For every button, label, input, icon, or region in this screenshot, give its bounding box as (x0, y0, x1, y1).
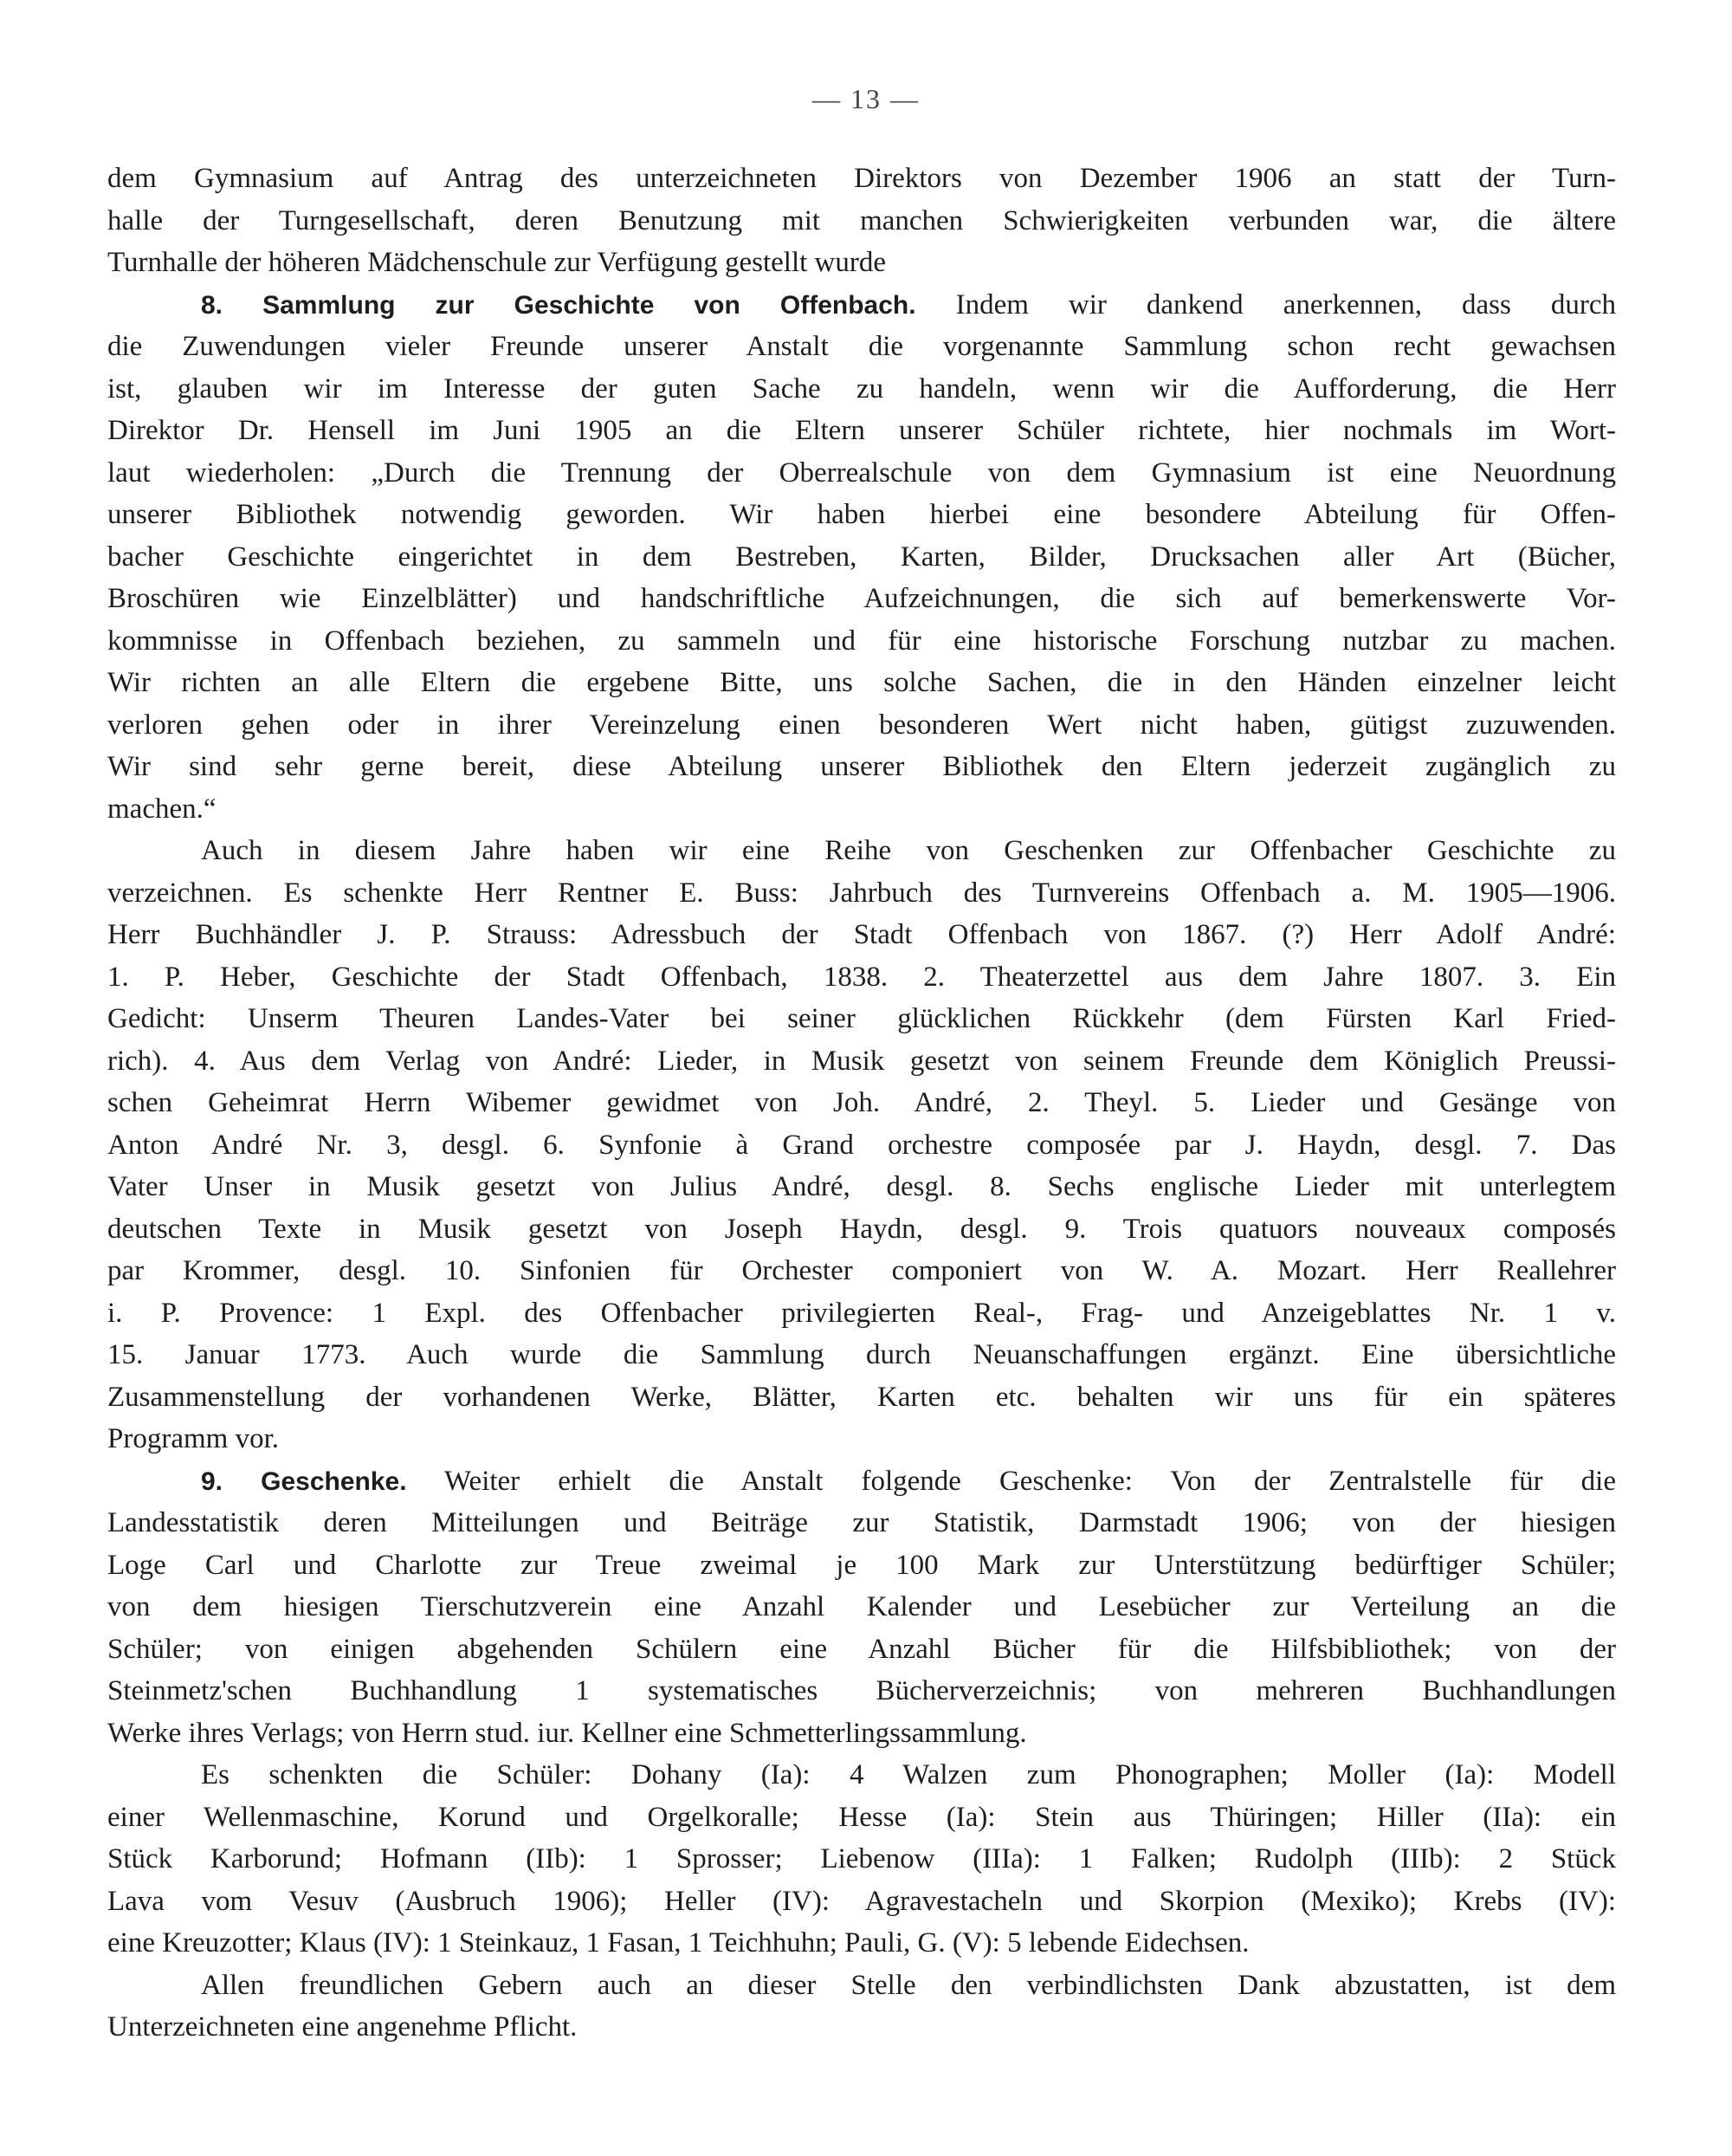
line-text: Stück Karborund; Hofmann (IIb): 1 Sprosser; Liebenow (IIIa): 1 Falken; Rudolph (IIIb): 2 Stück (107, 1843, 1616, 1874)
text-line-content (107, 956, 1616, 999)
text-line-content (107, 1628, 1616, 1671)
text-line-content (107, 200, 1616, 243)
text-line-content (107, 1166, 1616, 1208)
line-text: schen Geheimrat Herrn Wibemer gewidmet von Joh. André, 2. Theyl. 5. Lieder und Gesänge von (107, 1087, 1616, 1118)
line-text: kommnisse in Offenbach beziehen, zu sammeln und für eine historische Forschung nutzbar zu machen. (107, 625, 1616, 657)
paragraph (107, 1965, 1616, 2049)
text-line (107, 326, 1616, 368)
text-line-content (107, 1208, 1616, 1251)
text-line-content (107, 872, 1616, 915)
text-line-content (107, 1881, 1616, 1923)
text-line (107, 1166, 1616, 1208)
line-text: machen.“ (107, 793, 216, 825)
line-text: von dem hiesigen Tierschutzverein eine Anzahl Kalender und Lesebücher zur Verteilung an die (107, 1591, 1616, 1622)
text-line-content (107, 788, 1616, 831)
text-line-content (107, 1754, 1616, 1797)
paragraph (107, 1460, 1616, 1755)
text-line (107, 284, 1616, 327)
text-line (107, 1292, 1616, 1335)
text-line (107, 1124, 1616, 1167)
text-line-content (107, 1250, 1616, 1292)
line-text: Landesstatistik deren Mitteilungen und Beiträge zur Statistik, Darmstadt 1906; von der hiesigen (107, 1507, 1616, 1538)
text-line-content (107, 1418, 1616, 1460)
text-line-content (107, 1544, 1616, 1587)
line-text: Direktor Dr. Hensell im Juni 1905 an die Eltern unserer Schüler richtete, hier nochmals im Wort- (107, 415, 1616, 446)
text-line-content (107, 1586, 1616, 1628)
line-text: Zusammenstellung der vorhandenen Werke, Blätter, Karten etc. behalten wir uns für ein späteres (107, 1381, 1616, 1413)
text-line (107, 578, 1616, 620)
text-line (107, 1628, 1616, 1671)
text-line (107, 1460, 1616, 1503)
text-line (107, 1082, 1616, 1124)
text-line (107, 452, 1616, 495)
paragraph (107, 158, 1616, 284)
text-line-content (107, 704, 1616, 747)
text-line-content (107, 662, 1616, 704)
text-line-content (107, 1124, 1616, 1167)
text-line (107, 410, 1616, 452)
paragraph (107, 1754, 1616, 1965)
text-line (107, 1250, 1616, 1292)
text-line-content (107, 1040, 1616, 1083)
line-text: Loge Carl und Charlotte zur Treue zweimal je 100 Mark zur Unterstützung bedürftiger Schüler; (107, 1549, 1616, 1581)
text-line (107, 1881, 1616, 1923)
text-line-content (107, 830, 1616, 872)
text-line-content (107, 284, 1616, 327)
line-text: bacher Geschichte eingerichtet in dem Bestreben, Karten, Bilder, Drucksachen aller Art (Bücher, (107, 541, 1616, 573)
line-text: Weiter erhielt die Anstalt folgende Geschenke: Von der Zentralstelle für die (406, 1465, 1616, 1497)
line-text: 15. Januar 1773. Auch wurde die Sammlung durch Neuanschaffungen ergänzt. Eine übersichtliche (107, 1339, 1616, 1370)
text-line (107, 746, 1616, 788)
line-text: Gedicht: Unserm Theuren Landes-Vater bei seiner glücklichen Rückkehr (dem Fürsten Karl Fried- (107, 1003, 1616, 1034)
text-line (107, 1586, 1616, 1628)
text-line-content (107, 158, 1616, 200)
text-line (107, 200, 1616, 243)
text-line (107, 1418, 1616, 1460)
line-text: rich). 4. Aus dem Verlag von André: Lieder, in Musik gesetzt von seinem Freunde dem Königlich Preussi- (107, 1045, 1616, 1077)
line-text: halle der Turngesellschaft, deren Benutzung mit manchen Schwierigkeiten verbunden war, die ältere (107, 204, 1616, 236)
line-text: Steinmetz'schen Buchhandlung 1 systematisches Bücherverzeichnis; von mehreren Buchhandlungen (107, 1675, 1616, 1706)
line-text: Broschüren wie Einzelblätter) und handschriftliche Aufzeichnungen, die sich auf bemerkenswerte Vor- (107, 583, 1616, 614)
line-text: ist, glauben wir im Interesse der guten Sache zu handeln, wenn wir die Aufforderung, die Herr (107, 372, 1616, 405)
text-line-content (107, 242, 1616, 284)
text-line-content (107, 998, 1616, 1040)
paragraph (107, 830, 1616, 1460)
line-text: 1. P. Heber, Geschichte der Stadt Offenbach, 1838. 2. Theaterzettel aus dem Jahre 1807. 3. Ein (107, 961, 1616, 993)
text-line (107, 1965, 1616, 2007)
text-line-content (107, 1922, 1616, 1965)
line-text: Turnhalle der höheren Mädchenschule zur Verfügung gestellt wurde (107, 247, 886, 278)
line-text: Wir richten an alle Eltern die ergebene Bitte, uns solche Sachen, die in den Händen einzelner leicht (107, 667, 1616, 698)
text-line (107, 1376, 1616, 1419)
text-line-content (107, 1797, 1616, 1839)
text-line-content (107, 452, 1616, 495)
line-text: Herr Buchhändler J. P. Strauss: Adressbuch der Stadt Offenbach von 1867. (?) Herr Adolf André: (107, 919, 1616, 950)
text-line (107, 242, 1616, 284)
text-line (107, 1838, 1616, 1881)
line-text: Allen freundlichen Gebern auch an dieser Stelle den verbindlichsten Dank abzustatten, ist dem (201, 1969, 1616, 2001)
line-text: Wir sind sehr gerne bereit, diese Abteilung unserer Bibliothek den Eltern jederzeit zugänglich zu (107, 751, 1616, 782)
text-line-content (107, 914, 1616, 956)
text-line (107, 494, 1616, 536)
line-text: Werke ihres Verlags; von Herrn stud. iur. Kellner eine Schmetterlingssammlung. (107, 1717, 1027, 1749)
text-line (107, 1670, 1616, 1712)
line-text: einer Wellenmaschine, Korund und Orgelkoralle; Hesse (Ia): Stein aus Thüringen; Hiller (IIa): ein (107, 1801, 1616, 1833)
text-line (107, 956, 1616, 999)
text-line-content (107, 368, 1616, 411)
text-line-content (107, 1376, 1616, 1419)
page-number: — 13 — (812, 83, 920, 114)
text-line (107, 998, 1616, 1040)
text-line (107, 536, 1616, 579)
text-line (107, 662, 1616, 704)
line-text: par Krommer, desgl. 10. Sinfonien für Orchester componiert von W. A. Mozart. Herr Reallehrer (107, 1255, 1616, 1286)
text-line (107, 158, 1616, 200)
line-text: verloren gehen oder in ihrer Vereinzelung einen besonderen Wert nicht haben, gütigst zuzuwenden. (107, 709, 1616, 741)
text-line (107, 1208, 1616, 1251)
text-line-content (107, 746, 1616, 788)
text-line-content (107, 1334, 1616, 1376)
line-text: Schüler; von einigen abgehenden Schülern eine Anzahl Bücher für die Hilfsbibliothek; von der (107, 1633, 1616, 1665)
text-line-content (107, 536, 1616, 579)
line-text: eine Kreuzotter; Klaus (IV): 1 Steinkauz, 1 Fasan, 1 Teichhuhn; Pauli, G. (V): 5 lebende Eidechsen. (107, 1927, 1250, 1959)
line-text: Indem wir dankend anerkennen, dass durch (915, 288, 1616, 320)
text-line (107, 914, 1616, 956)
line-text: Anton André Nr. 3, desgl. 6. Synfonie à Grand orchestre composée par J. Haydn, desgl. 7. Das (107, 1129, 1616, 1161)
line-text: dem Gymnasium auf Antrag des unterzeichneten Direktors von Dezember 1906 an statt der Turn- (107, 163, 1616, 194)
text-line (107, 620, 1616, 663)
text-line (107, 368, 1616, 411)
text-line-content (107, 410, 1616, 452)
text-line (107, 1334, 1616, 1376)
text-line-content (107, 1670, 1616, 1712)
text-line (107, 830, 1616, 872)
paragraph (107, 284, 1616, 831)
line-text: Auch in diesem Jahre haben wir eine Reihe von Geschenken zur Offenbacher Geschichte zu (201, 835, 1616, 866)
text-line (107, 872, 1616, 915)
line-text: die Zuwendungen vieler Freunde unserer Anstalt die vorgenannte Sammlung schon recht gewachsen (107, 331, 1616, 362)
text-line-content (107, 1965, 1616, 2007)
line-text: i. P. Provence: 1 Expl. des Offenbacher privilegierten Real-, Frag- und Anzeigeblattes Nr. 1 v. (107, 1297, 1616, 1329)
text-line-content (107, 1712, 1616, 1755)
text-line-content (107, 494, 1616, 536)
text-line (107, 1040, 1616, 1083)
text-line-content (107, 1460, 1616, 1504)
text-line-content (107, 1082, 1616, 1124)
text-line-content (107, 1292, 1616, 1335)
line-text: unserer Bibliothek notwendig geworden. Wir haben hierbei eine besondere Abteilung für Offen- (107, 499, 1616, 530)
text-line-content (107, 620, 1616, 663)
line-text: laut wiederholen: „Durch die Trennung der Oberrealschule von dem Gymnasium ist eine Neuordnung (107, 456, 1616, 489)
text-line (107, 1754, 1616, 1797)
line-text: deutschen Texte in Musik gesetzt von Joseph Haydn, desgl. 9. Trois quatuors nouveaux composés (107, 1213, 1616, 1245)
text-line-content (107, 2006, 1616, 2049)
text-line-content (107, 326, 1616, 368)
section-heading: 9. Geschenke. (201, 1466, 407, 1496)
text-line (107, 788, 1616, 831)
text-line (107, 1502, 1616, 1544)
text-line (107, 1797, 1616, 1839)
text-line (107, 704, 1616, 747)
text-line-content (107, 1838, 1616, 1881)
text-line (107, 1922, 1616, 1965)
line-text: Lava vom Vesuv (Ausbruch 1906); Heller (IV): Agravestacheln und Skorpion (Mexiko); Krebs (IV): (107, 1885, 1616, 1917)
line-text: Es schenkten die Schüler: Dohany (Ia): 4 Walzen zum Phonographen; Moller (Ia): Modell (201, 1759, 1616, 1790)
document-body (107, 158, 1616, 2049)
text-line (107, 1712, 1616, 1755)
text-line (107, 2006, 1616, 2049)
line-text: Vater Unser in Musik gesetzt von Julius André, desgl. 8. Sechs englische Lieder mit unterlegtem (107, 1171, 1616, 1202)
text-line-content (107, 578, 1616, 620)
line-text: Programm vor. (107, 1423, 279, 1454)
line-text: verzeichnen. Es schenkte Herr Rentner E. Buss: Jahrbuch des Turnvereins Offenbach a. M. 1905—1906. (107, 877, 1616, 909)
text-line-content (107, 1502, 1616, 1544)
line-text: Unterzeichneten eine angenehme Pflicht. (107, 2011, 578, 2043)
section-heading: 8. Sammlung zur Geschichte von Offenbach. (201, 290, 916, 320)
text-line (107, 1544, 1616, 1587)
